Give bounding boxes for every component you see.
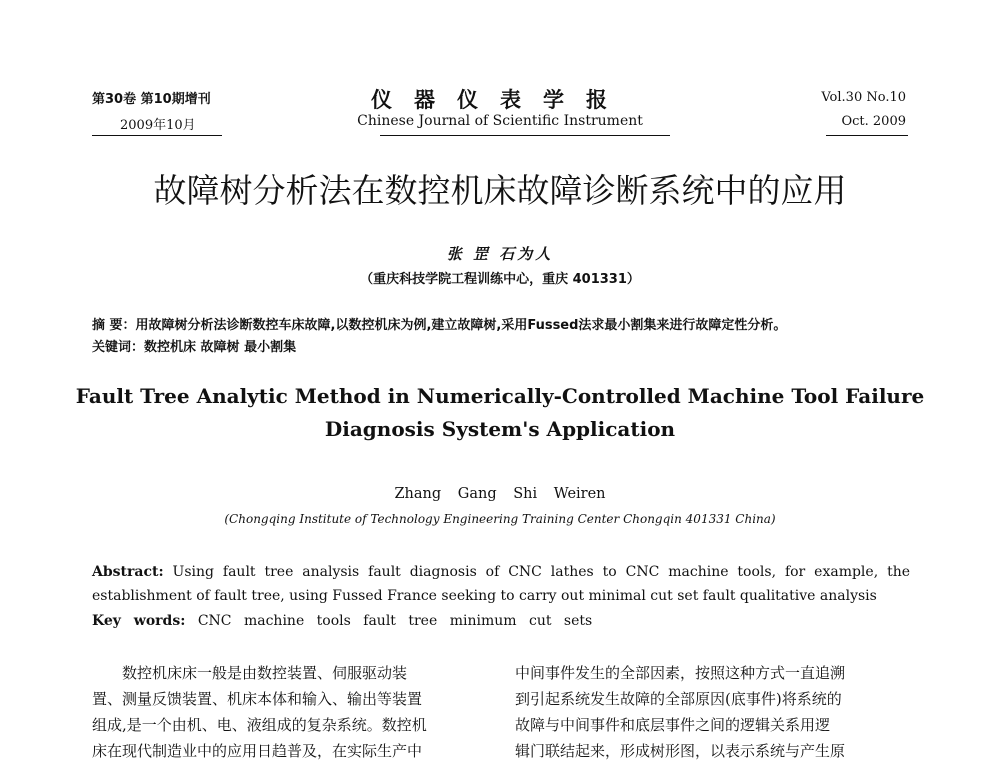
authors-cn: 张 罡 石为人 — [446, 245, 554, 263]
header-rule-center — [380, 135, 670, 136]
body-line: 故障与中间事件和底层事件之间的逻辑关系用逻 — [515, 716, 831, 734]
abstract-cn-label: 摘 要： — [92, 318, 136, 333]
header-rule-left — [92, 135, 222, 136]
journal-name-en: Chinese Journal of Scientific Instrument — [357, 113, 643, 129]
keywords-en-label: Key words: — [92, 613, 186, 629]
keywords-en — [92, 613, 592, 629]
body-line: 辑门联结起来，形成树形图，以表示系统与产生原 — [515, 742, 846, 760]
body-line: 到引起系统发生故障的全部原因(底事件)将系统的 — [515, 690, 842, 708]
paper-title-en: Fault Tree Analytic Method in Numerically-Controlled Machine Tool Failure Diagnosis System's Application — [75, 384, 925, 441]
keywords-en-text: CNC machine tools fault tree minimum cut sets — [185, 613, 593, 629]
abstract-cn-line — [92, 315, 922, 337]
body-column-left — [92, 660, 492, 764]
header-date-cn: 2009年10月 — [120, 118, 196, 133]
body-line: 中间事件发生的全部因素，按照这种方式一直追溯 — [515, 664, 846, 682]
body-line: 组成,是一个由机、电、液组成的复杂系统。数控机 — [92, 716, 427, 734]
body-line: 床在现代制造业中的应用日趋普及，在实际生产中 — [92, 742, 423, 760]
abstract-en-text: Using fault tree analysis fault diagnosis of CNC lathes to CNC machine tools, for example, the establishment of fault tree, using Fussed France seeking to carry out minimal cut set fault qualitative analysis — [92, 564, 910, 604]
journal-name-cn: 仪器仪表学报 — [371, 87, 629, 112]
affiliation-cn: （重庆科技学院工程训练中心，重庆 401331） — [360, 272, 640, 287]
abstract-cn — [92, 315, 922, 359]
affiliation-en: (Chongqing Institute of Technology Engineering Training Center Chongqin 401331 China) — [224, 512, 776, 526]
paper-title-cn: 故障树分析法在数控机床故障诊断系统中的应用 — [153, 171, 847, 210]
keywords-cn-label: 关键词： — [92, 340, 145, 355]
body-line: 置、测量反馈装置、机床本体和输入、输出等装置 — [92, 690, 423, 708]
header-rule-right — [826, 135, 908, 136]
body-column-right — [515, 660, 910, 764]
header-volume-cn: 第30卷 第10期增刊 — [92, 92, 211, 107]
authors-en: Zhang Gang Shi Weiren — [394, 486, 606, 502]
abstract-en — [92, 560, 910, 608]
header-date-en: Oct. 2009 — [841, 114, 906, 129]
abstract-en-label: Abstract: — [92, 564, 164, 580]
keywords-cn-line — [92, 337, 922, 359]
abstract-cn-text: 用故障树分析法诊断数控车床故障,以数控机床为例,建立故障树,采用Fussed法求最小割集来进行故障定性分析。 — [135, 318, 787, 333]
body-line: 数控机床床一般是由数控装置、伺服驱动装 — [122, 664, 408, 682]
header-volume-en: Vol.30 No.10 — [821, 90, 906, 105]
keywords-cn-text: 数控机床 故障树 最小割集 — [144, 340, 297, 355]
